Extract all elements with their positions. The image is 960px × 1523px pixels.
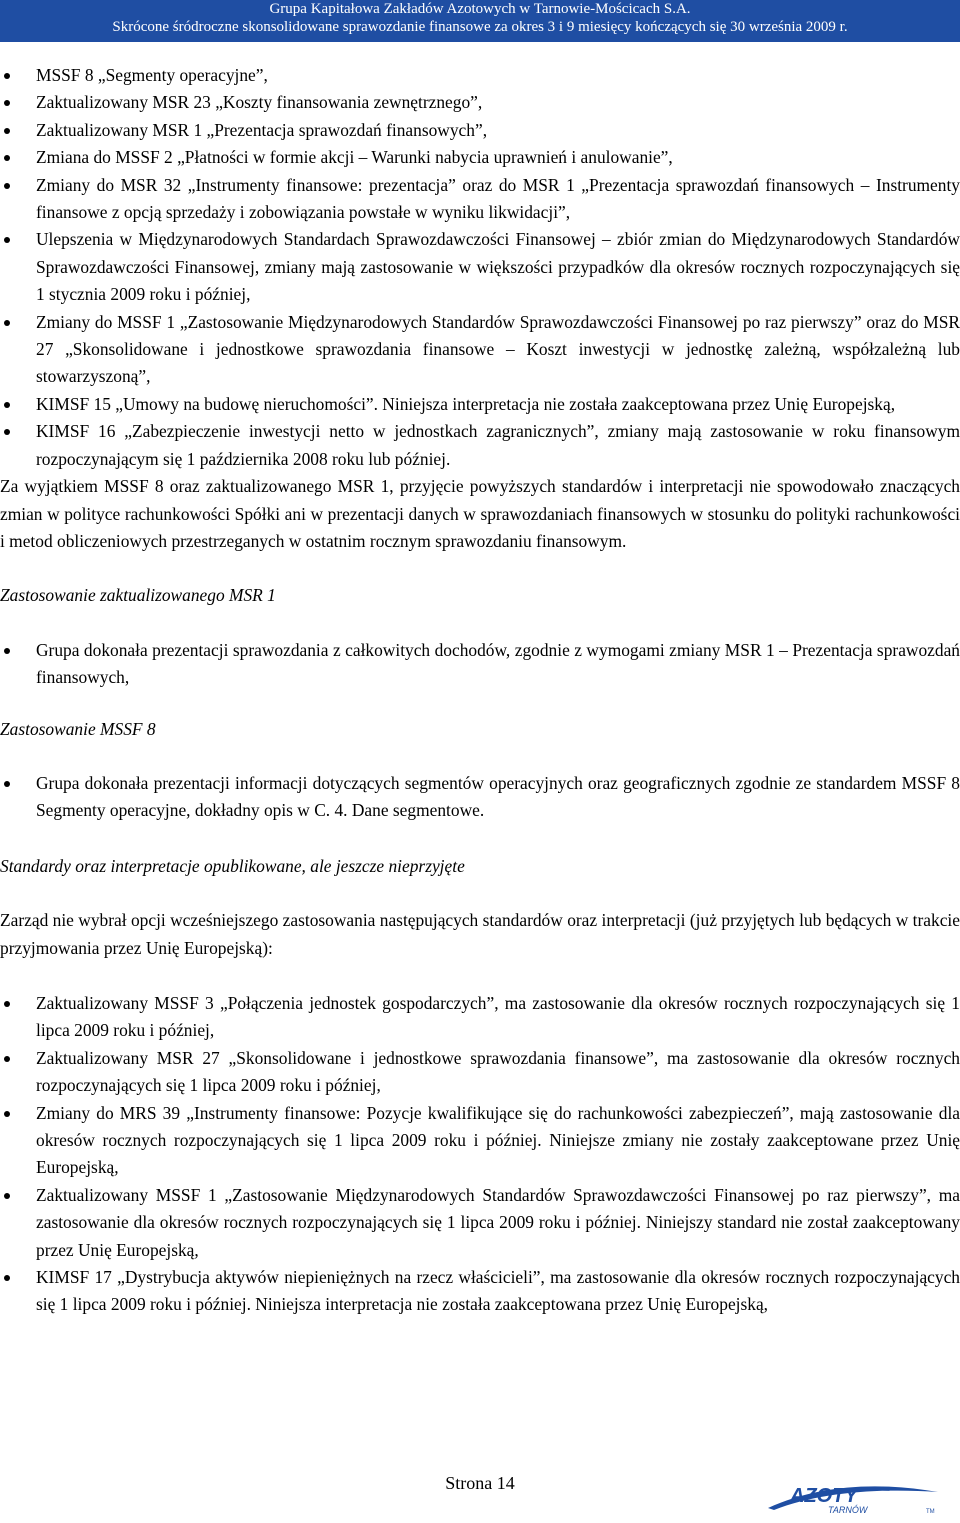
header-company: Grupa Kapitałowa Zakładów Azotowych w Tarnowie-Mościcach S.A. [269, 1, 691, 17]
list-item: Zaktualizowany MSR 1 „Prezentacja sprawozdań finansowych”, [0, 117, 960, 144]
heading-mssf8: Zastosowanie MSSF 8 [0, 718, 156, 739]
list-item: Zmiany do MSR 32 „Instrumenty finansowe: prezentacja” oraz do MSR 1 „Prezentacja sprawozdań finansowych – Instrumenty finansowe z opcją sprzedaży i zobowiązania powstałe w wyniku likwidacji”, [0, 172, 960, 227]
logo-trademark: TM [926, 1509, 935, 1515]
list-item: Zaktualizowany MSR 23 „Koszty finansowania zewnętrznego”, [0, 89, 960, 116]
applied-standards-list [0, 62, 960, 473]
list-item: Grupa dokonała prezentacji sprawozdania z całkowitych dochodów, zgodnie z wymogami zmiany MSR 1 – Prezentacja sprawozdań finansowych, [0, 637, 960, 692]
msr1-list [0, 637, 960, 692]
list-item: Zmiany do MSSF 1 „Zastosowanie Międzynarodowych Standardów Sprawozdawczości Finansowej po raz pierwszy” oraz do MSR 27 „Skonsolidowane i jednostkowe sprawozdania finansowe – Koszt inwestycji w jednostkę zależną, współzależną lub stowarzyszoną”, [0, 309, 960, 391]
list-item: Zaktualizowany MSSF 1 „Zastosowanie Międzynarodowych Standardów Sprawozdawczości Finansowej po raz pierwszy”, ma zastosowanie dla okresów rocznych rozpoczynających się 1 lipca 2009 roku i później. Niniejszy standard nie został zaakceptowany przez Unię Europejską, [0, 1182, 960, 1264]
mssf8-list [0, 770, 960, 825]
paragraph-impact: Za wyjątkiem MSSF 8 oraz zaktualizowanego MSR 1, przyjęcie powyższych standardów i interpretacji nie spowodowało znaczących zmian w polityce rachunkowości Spółki ani w prezentacji danych w sprawozdaniach finansowych w stosunku do polityki rachunkowości i metod obliczeniowych przestrzeganych w ostatnim rocznym sprawozdaniu finansowym. [0, 476, 960, 551]
list-item: KIMSF 15 „Umowy na budowę nieruchomości”. Niniejsza interpretacja nie została zaakceptowana przez Unię Europejską, [0, 391, 960, 418]
list-item: KIMSF 17 „Dystrybucja aktywów niepieniężnych na rzecz właścicieli”, ma zastosowanie dla okresów rocznych rozpoczynających się 1 lipca 2009 roku i później. Niniejsza interpretacja nie została zaakceptowana przez Unię Europejską, [0, 1264, 960, 1319]
logo-subtitle: TARNÓW [828, 1505, 868, 1515]
page-content [0, 62, 960, 1319]
list-item: MSSF 8 „Segmenty operacyjne”, [0, 62, 960, 89]
document-header [0, 0, 960, 42]
heading-msr1: Zastosowanie zaktualizowanego MSR 1 [0, 585, 276, 606]
list-item: Zmiany do MRS 39 „Instrumenty finansowe: Pozycje kwalifikujące się do rachunkowości zabezpieczeń”, mają zastosowanie dla okresów rocznych rozpoczynających się 1 lipca 2009 roku i później. Niniejsze zmiany nie zostały zaakceptowane przez Unię Europejską, [0, 1100, 960, 1182]
paragraph-not-adopted: Zarząd nie wybrał opcji wcześniejszego zastosowania następujących standardów oraz interpretacji (już przyjętych lub będących w trakcie przyjmowania przez Unię Europejską): [0, 910, 960, 958]
list-item: Ulepszenia w Międzynarodowych Standardach Sprawozdawczości Finansowej – zbiór zmian do Międzynarodowych Standardów Sprawozdawczości Finansowej, zmiany mają zastosowanie w większości przypadków dla okresów rocznych rozpoczynających się 1 stycznia 2009 roku i później, [0, 226, 960, 308]
header-report-title: Skrócone śródroczne skonsolidowane sprawozdanie finansowe za okres 3 i 9 miesięcy kończących się 30 września 2009 r. [112, 19, 848, 35]
azoty-tarnow-logo [760, 1478, 945, 1516]
list-item: Grupa dokonała prezentacji informacji dotyczących segmentów operacyjnych oraz geograficznych zgodnie ze standardem MSSF 8 Segmenty operacyjne, dokładny opis w C. 4. Dane segmentowe. [0, 770, 960, 825]
list-item: Zaktualizowany MSR 27 „Skonsolidowane i jednostkowe sprawozdania finansowe”, ma zastosowanie dla okresów rocznych rozpoczynających się 1 lipca 2009 roku i później, [0, 1045, 960, 1100]
list-item: Zmiana do MSSF 2 „Płatności w formie akcji – Warunki nabycia uprawnień i anulowanie”, [0, 144, 960, 171]
list-item: KIMSF 16 „Zabezpieczenie inwestycji netto w jednostkach zagranicznych”, zmiany mają zastosowanie w roku finansowym rozpoczynającym się 1 października 2008 roku lub później. [0, 418, 960, 473]
heading-standards: Standardy oraz interpretacje opublikowane, ale jeszcze nieprzyjęte [0, 855, 465, 876]
page-number: Strona 14 [445, 1473, 515, 1493]
logo-wordmark: AZOTY [790, 1485, 858, 1507]
list-item: Zaktualizowany MSSF 3 „Połączenia jednostek gospodarczych”, ma zastosowanie dla okresów rocznych rozpoczynających się 1 lipca 2009 roku i później, [0, 990, 960, 1045]
pending-standards-list [0, 990, 960, 1319]
